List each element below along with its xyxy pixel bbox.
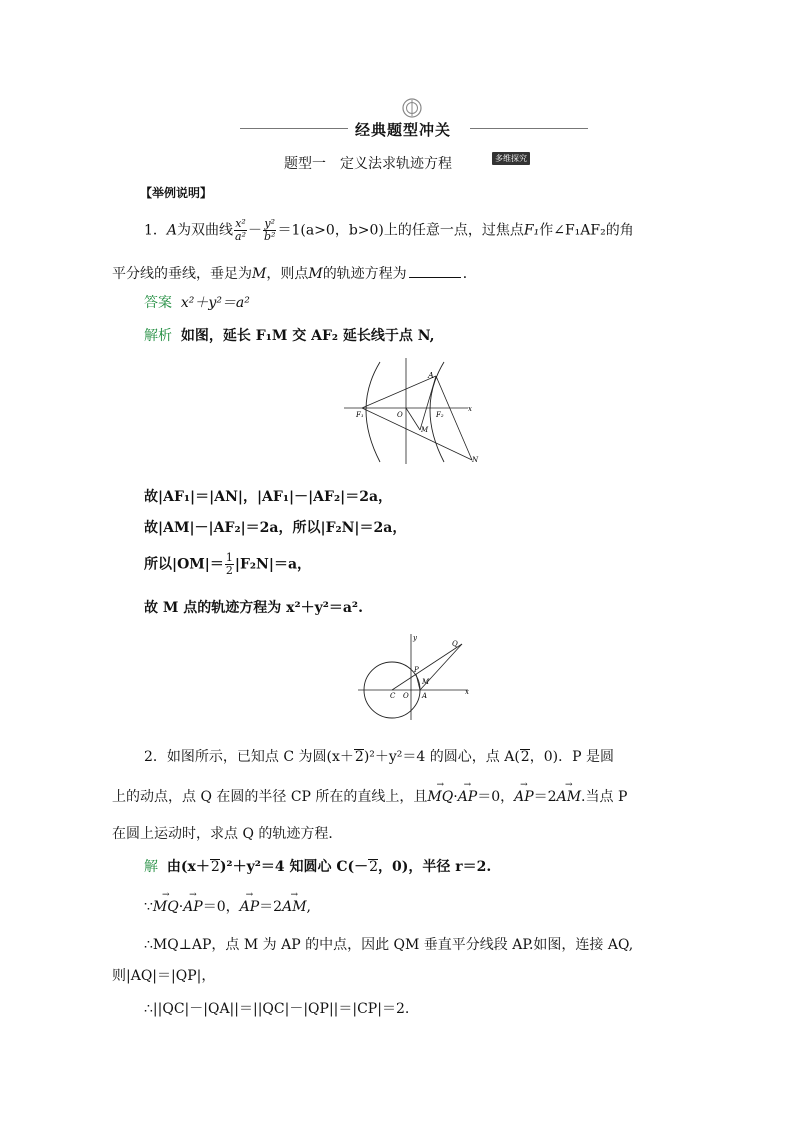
label-A: A [422, 692, 428, 700]
fraction-half: $\frac{1}{2}$ [225, 551, 233, 577]
left-branch [366, 362, 380, 462]
line-a-p [416, 674, 420, 690]
q2-line1: 2．如图所示，已知点 C 为圆(x＋2)²＋y²＝4 的圆心，点 A(2，0)．P 是圆 [144, 749, 614, 765]
category-badge: 多维探究 [492, 152, 530, 165]
analysis-label: 解析 [144, 328, 172, 344]
fraction-y2-b2: $\frac{\text{y²}}{\text{b²}}$ [264, 217, 276, 243]
solution-label: 解 [144, 859, 158, 875]
q2-therefore1: ∴MQ⊥AP，点 M 为 AP 的中点，因此 QM 垂直平分线段 AP.如图，连接 AQ, [144, 937, 634, 953]
label-M: M [422, 678, 430, 686]
q2-solution: 解 由(x＋2)²＋y²＝4 知圆心 C(－2，0)，半径 r＝2. [144, 859, 492, 875]
figure-circle [354, 632, 476, 724]
fraction-x2-a2: $\frac{\text{x²}}{\text{a²}}$ [235, 217, 247, 243]
label-C: C [390, 692, 396, 700]
label-O: O [403, 692, 409, 700]
q1-answer: 答案 x²＋y²＝a² [144, 295, 250, 311]
label-N: N [472, 456, 479, 464]
q2-line2: 上的动点，点 Q 在圆的半径 CP 所在的直线上，且→ MQ·→ AP＝0，→ AP＝2→ AM.当点 P [112, 786, 627, 806]
label-A: A [428, 371, 434, 380]
q1-step4: 故 M 点的轨迹方程为 x²＋y²＝a². [144, 600, 363, 616]
answer-blank [409, 276, 461, 278]
label-F2: F₂ [436, 411, 444, 419]
label-x: x [468, 405, 472, 413]
header-rule-right [470, 128, 588, 129]
label-M: M [421, 426, 429, 434]
section-subtitle: 题型一 定义法求轨迹方程 [284, 156, 452, 172]
page-title: 经典题型冲关 [355, 121, 452, 139]
q2-line3: 在圆上运动时，求点 Q 的轨迹方程． [112, 826, 343, 842]
q1-line2: 平分线的垂线，垂足为M，则点M的轨迹方程为 ． [112, 266, 477, 282]
line-f1-n [362, 408, 472, 460]
line-o-m [406, 408, 420, 430]
header-ornament-icon [401, 97, 423, 119]
q1-analysis: 解析 如图，延长 F₁M 交 AF₂ 延长线于点 N, [144, 328, 435, 344]
q1-step1: 故|AF₁|＝|AN|，|AF₁|－|AF₂|＝2a， [144, 489, 393, 505]
label-Q: Q [452, 640, 458, 648]
q1-line1: 1．A为双曲线 $\frac{\text{x²}}{\text{a²}}$ － $\frac{\text{y²}}{\text{b²}}$ ＝1(a>0，b>0)上的任意一点，过焦点F₁作∠F₁AF₂的角 [144, 217, 634, 243]
q1-step2: 故|AM|－|AF₂|＝2a，所以|F₂N|＝2a， [144, 520, 407, 536]
q2-then1: 则|AQ|＝|QP|， [112, 968, 216, 984]
line-f1-a [362, 376, 436, 408]
section-label: 【举例说明】 [140, 186, 213, 200]
header-rule-left [240, 128, 348, 129]
answer-label: 答案 [144, 295, 172, 311]
label-y: y [413, 634, 417, 642]
q2-because: ∵→ MQ·→ AP＝0，→ AP＝2→ AM, [144, 896, 311, 916]
label-x: x [465, 688, 469, 696]
label-P: P [414, 666, 419, 674]
label-O: O [397, 411, 403, 419]
q1-step3: 所以|OM|＝ $\frac{1}{2}$ |F₂N|＝a， [144, 551, 312, 577]
line-a-m [420, 376, 436, 430]
label-F1: F₁ [356, 411, 364, 419]
figure-hyperbola [340, 356, 490, 468]
q2-therefore2: ∴||QC|－|QA||＝||QC|－|QP||＝|CP|＝2. [144, 1001, 410, 1017]
